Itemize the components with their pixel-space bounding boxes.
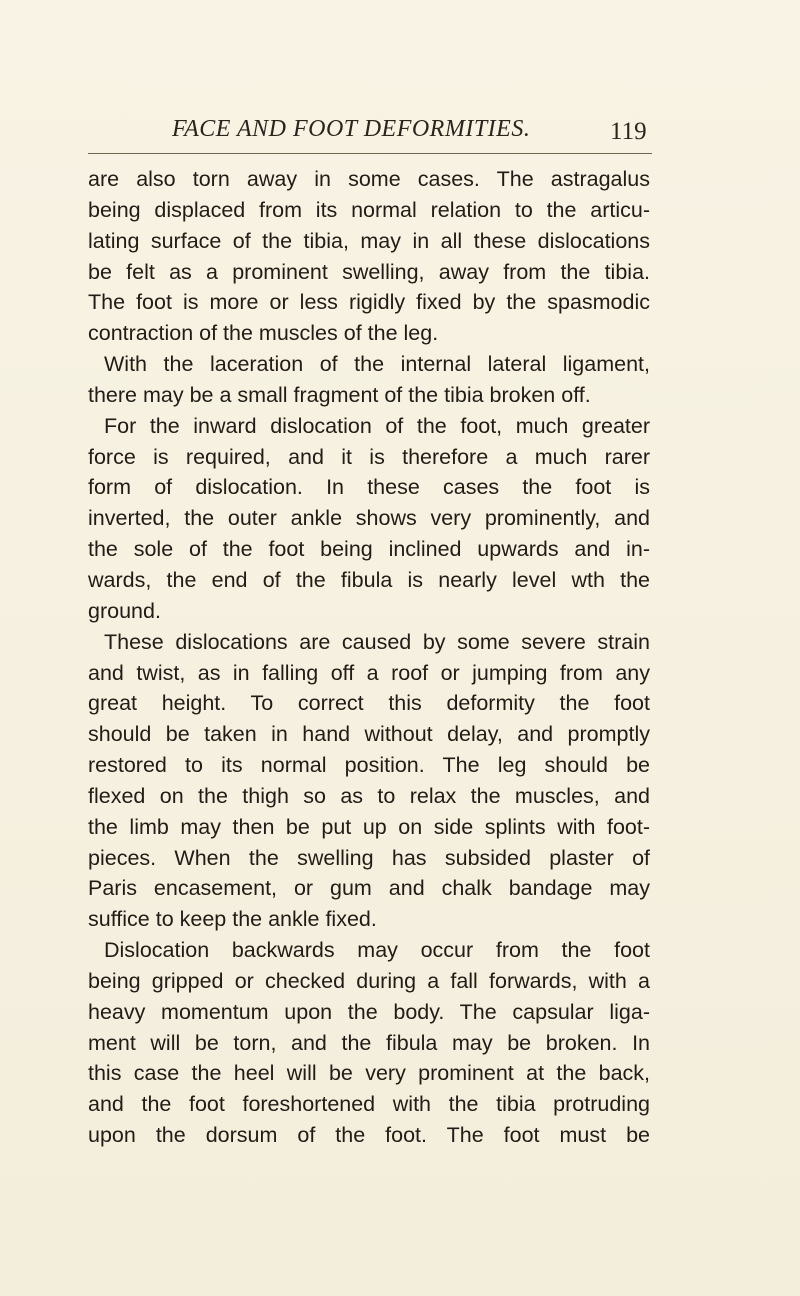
text-line: heavy momentum upon the body. The capsular liga- bbox=[88, 999, 650, 1024]
text-line: Dislocation backwards may occur from the foot bbox=[104, 938, 650, 963]
text-line: inverted, the outer ankle shows very prominently, and bbox=[88, 506, 650, 531]
text-line: great height. To correct this deformity the foot bbox=[88, 691, 650, 716]
text-line: suffice to keep the ankle fixed. bbox=[88, 907, 377, 932]
text-line: there may be a small fragment of the tibia broken off. bbox=[88, 382, 591, 407]
text-line: contraction of the muscles of the leg. bbox=[88, 321, 439, 346]
text-line: wards, the end of the fibula is nearly level wth the bbox=[88, 567, 650, 592]
text-line: are also torn away in some cases. The astragalus bbox=[88, 167, 650, 191]
text-line: form of dislocation. In these cases the foot is bbox=[88, 475, 650, 500]
text-line: Paris encasement, or gum and chalk bandage may bbox=[88, 876, 650, 901]
text-line: be felt as a prominent swelling, away from the tibia. bbox=[88, 259, 650, 284]
text-line: and twist, as in falling off a roof or jumping from any bbox=[88, 660, 650, 685]
text-line: pieces. When the swelling has subsided plaster of bbox=[88, 845, 650, 870]
text-line: force is required, and it is therefore a much rarer bbox=[88, 444, 650, 469]
header-rule bbox=[88, 153, 652, 154]
text-line: being displaced from its normal relation to the articu- bbox=[88, 197, 650, 222]
text-line: this case the heel will be very prominent at the back, bbox=[88, 1061, 650, 1086]
text-line: should be taken in hand without delay, and promptly bbox=[88, 722, 650, 747]
running-head bbox=[150, 112, 650, 148]
text-line: ment will be torn, and the fibula may be broken. In bbox=[88, 1030, 650, 1055]
text-line: the sole of the foot being inclined upwards and in- bbox=[88, 537, 650, 562]
text-line: restored to its normal position. The leg should be bbox=[88, 753, 650, 778]
text-line: For the inward dislocation of the foot, much greater bbox=[104, 413, 650, 438]
text-line: being gripped or checked during a fall forwards, with a bbox=[88, 968, 650, 993]
text-line: flexed on the thigh so as to relax the muscles, and bbox=[88, 783, 650, 808]
text-line: These dislocations are caused by some severe strain bbox=[104, 629, 650, 654]
text-line: lating surface of the tibia, may in all these dislocations bbox=[88, 228, 650, 253]
text-line: and the foot foreshortened with the tibia protruding bbox=[88, 1092, 650, 1117]
text-line: upon the dorsum of the foot. The foot must be bbox=[88, 1123, 650, 1148]
running-title: FACE AND FOOT DEFORMITIES. bbox=[172, 116, 531, 142]
text-line: ground. bbox=[88, 598, 161, 623]
text-line: The foot is more or less rigidly fixed by the spasmodic bbox=[88, 290, 650, 315]
text-line: the limb may then be put up on side splints with foot- bbox=[88, 814, 650, 839]
page-number: 119 bbox=[610, 118, 647, 145]
body-text bbox=[88, 164, 650, 1151]
text-line: With the laceration of the internal lateral ligament, bbox=[104, 352, 650, 377]
